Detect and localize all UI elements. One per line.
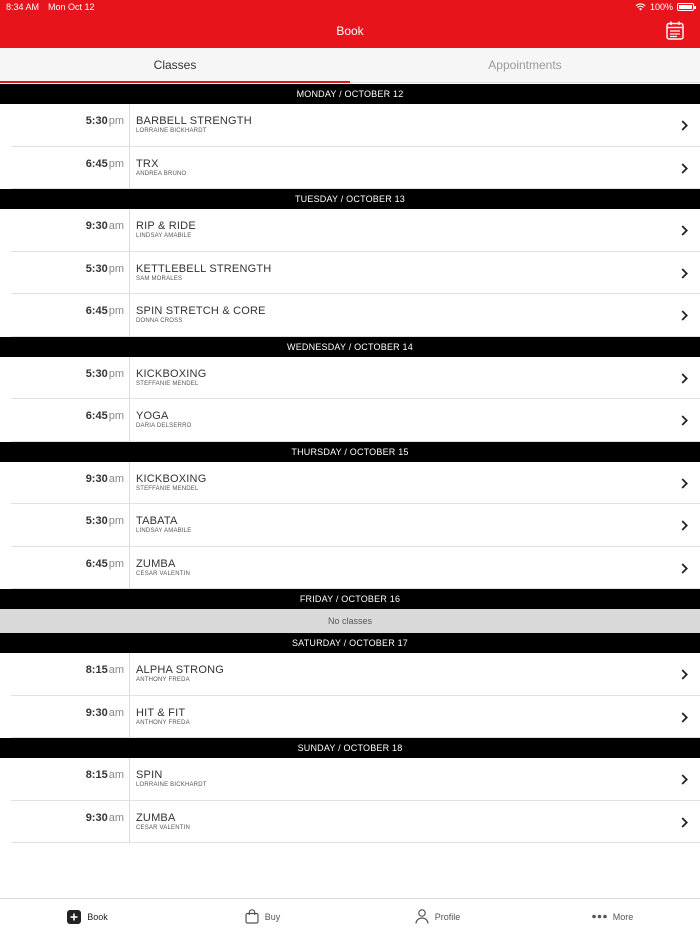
class-info bbox=[130, 252, 700, 295]
class-time bbox=[0, 147, 130, 190]
class-time-ampm: pm bbox=[108, 557, 124, 570]
day-header: THURSDAY / OCTOBER 15 bbox=[0, 442, 700, 462]
class-info bbox=[130, 801, 700, 844]
class-instructor: LORRAINE BICKHARDT bbox=[136, 782, 207, 788]
class-name: TABATA bbox=[136, 515, 178, 527]
class-time-value: 6:45 bbox=[85, 157, 108, 170]
class-time-ampm: pm bbox=[108, 410, 124, 422]
class-name: KICKBOXING bbox=[136, 367, 207, 380]
page-title: Book bbox=[336, 24, 364, 38]
class-time-ampm: am bbox=[108, 811, 124, 824]
class-instructor: LINDSAY AMABILE bbox=[136, 233, 192, 239]
class-row[interactable] bbox=[0, 147, 700, 190]
class-name: KICKBOXING bbox=[136, 472, 207, 485]
chevron-right-icon bbox=[681, 310, 688, 321]
class-name: SPIN bbox=[136, 769, 163, 781]
more-dots-icon bbox=[592, 914, 607, 919]
chevron-right-icon bbox=[681, 373, 688, 384]
class-time-ampm: am bbox=[108, 220, 124, 232]
nav-buy[interactable] bbox=[175, 899, 350, 934]
class-row[interactable] bbox=[0, 399, 700, 442]
class-info bbox=[130, 209, 700, 252]
class-name: ZUMBA bbox=[136, 557, 176, 570]
class-time-value: 6:45 bbox=[85, 305, 108, 317]
class-info bbox=[130, 547, 700, 590]
class-time-value: 5:30 bbox=[85, 367, 108, 380]
class-instructor: ANDREA BRUNO bbox=[136, 170, 187, 177]
chevron-right-icon bbox=[681, 120, 688, 131]
class-time-value: 6:45 bbox=[85, 410, 108, 422]
status-right bbox=[635, 2, 694, 12]
class-name: BARBELL STRENGTH bbox=[136, 115, 252, 127]
top-header bbox=[0, 14, 700, 48]
class-time bbox=[0, 696, 130, 739]
class-row[interactable] bbox=[0, 294, 700, 337]
nav-book-label: Book bbox=[87, 911, 108, 922]
person-icon bbox=[415, 909, 429, 924]
class-info bbox=[130, 504, 700, 547]
class-time-ampm: pm bbox=[108, 367, 124, 380]
no-classes-message: No classes bbox=[0, 609, 700, 633]
class-time-value: 6:45 bbox=[85, 557, 108, 570]
class-row[interactable] bbox=[0, 462, 700, 505]
class-time-value: 8:15 bbox=[85, 664, 108, 676]
nav-more[interactable] bbox=[525, 899, 700, 934]
class-info bbox=[130, 696, 700, 739]
class-name: TRX bbox=[136, 157, 159, 170]
tab-appointments[interactable]: Appointments bbox=[488, 58, 562, 72]
class-time bbox=[0, 504, 130, 547]
class-time bbox=[0, 547, 130, 590]
chevron-right-icon bbox=[681, 415, 688, 426]
chevron-right-icon bbox=[681, 817, 688, 828]
plus-square-icon bbox=[67, 910, 81, 924]
class-instructor: STEFFANIE MENDEL bbox=[136, 380, 199, 387]
class-info bbox=[130, 462, 700, 505]
calendar-icon[interactable] bbox=[666, 21, 684, 40]
day-header: TUESDAY / OCTOBER 13 bbox=[0, 189, 700, 209]
chevron-right-icon bbox=[681, 225, 688, 236]
class-name: ALPHA STRONG bbox=[136, 664, 224, 676]
chevron-right-icon bbox=[681, 478, 688, 489]
class-instructor: ANTHONY FREDA bbox=[136, 677, 190, 683]
class-instructor: ANTHONY FREDA bbox=[136, 719, 190, 726]
day-header: SUNDAY / OCTOBER 18 bbox=[0, 738, 700, 758]
class-time-value: 5:30 bbox=[85, 115, 108, 127]
class-instructor: DARIA DELSERRO bbox=[136, 423, 192, 429]
status-bar bbox=[0, 0, 700, 14]
shopping-bag-icon bbox=[245, 909, 259, 924]
wifi-icon bbox=[635, 3, 646, 11]
class-info bbox=[130, 357, 700, 400]
class-time bbox=[0, 357, 130, 400]
class-time-value: 9:30 bbox=[85, 811, 108, 824]
tab-bar bbox=[0, 48, 700, 83]
class-time-value: 8:15 bbox=[85, 769, 108, 781]
chevron-right-icon bbox=[681, 712, 688, 723]
class-schedule-list bbox=[0, 84, 700, 843]
class-row[interactable] bbox=[0, 104, 700, 147]
class-time-value: 5:30 bbox=[85, 262, 108, 275]
class-instructor: CESAR VALENTIN bbox=[136, 570, 191, 577]
class-row[interactable] bbox=[0, 547, 700, 590]
class-instructor: LINDSAY AMABILE bbox=[136, 528, 192, 534]
class-time bbox=[0, 801, 130, 844]
class-name: YOGA bbox=[136, 410, 169, 422]
class-time-ampm: pm bbox=[108, 157, 124, 170]
class-row[interactable] bbox=[0, 653, 700, 696]
chevron-right-icon bbox=[681, 163, 688, 174]
status-date: Mon Oct 12 bbox=[48, 2, 95, 12]
class-time-ampm: pm bbox=[108, 515, 124, 527]
chevron-right-icon bbox=[681, 669, 688, 680]
tab-classes[interactable]: Classes bbox=[0, 48, 350, 82]
class-time-ampm: am bbox=[108, 706, 124, 719]
status-time: 8:34 AM bbox=[6, 2, 40, 12]
class-row[interactable] bbox=[0, 504, 700, 547]
class-info bbox=[130, 399, 700, 442]
class-instructor: CESAR VALENTIN bbox=[136, 824, 191, 831]
day-header: MONDAY / OCTOBER 12 bbox=[0, 84, 700, 104]
class-name: ZUMBA bbox=[136, 811, 176, 824]
nav-profile[interactable] bbox=[350, 899, 525, 934]
bottom-nav bbox=[0, 898, 700, 934]
class-name: RIP & RIDE bbox=[136, 220, 196, 232]
battery-icon bbox=[677, 3, 694, 11]
class-instructor: LORRAINE BICKHARDT bbox=[136, 128, 207, 134]
class-time-ampm: pm bbox=[108, 305, 124, 317]
class-time bbox=[0, 294, 130, 337]
class-time bbox=[0, 209, 130, 252]
class-time bbox=[0, 758, 130, 801]
class-row[interactable] bbox=[0, 252, 700, 295]
battery-percent: 100% bbox=[649, 2, 673, 12]
nav-book[interactable] bbox=[0, 899, 175, 934]
class-info bbox=[130, 653, 700, 696]
class-row[interactable] bbox=[0, 758, 700, 801]
class-row[interactable] bbox=[0, 209, 700, 252]
class-time bbox=[0, 252, 130, 295]
day-header: WEDNESDAY / OCTOBER 14 bbox=[0, 337, 700, 357]
class-info bbox=[130, 294, 700, 337]
nav-more-label: More bbox=[612, 911, 634, 922]
class-name: KETTLEBELL STRENGTH bbox=[136, 262, 272, 275]
day-header: SATURDAY / OCTOBER 17 bbox=[0, 633, 700, 653]
nav-profile-label: Profile bbox=[434, 911, 461, 922]
chevron-right-icon bbox=[681, 268, 688, 279]
class-row[interactable] bbox=[0, 801, 700, 844]
nav-buy-label: Buy bbox=[264, 911, 281, 922]
class-time-value: 9:30 bbox=[85, 472, 108, 485]
class-time bbox=[0, 462, 130, 505]
chevron-right-icon bbox=[681, 520, 688, 531]
day-header: FRIDAY / OCTOBER 16 bbox=[0, 589, 700, 609]
class-time-value: 9:30 bbox=[85, 220, 108, 232]
class-time bbox=[0, 653, 130, 696]
class-name: SPIN STRETCH & CORE bbox=[136, 305, 266, 317]
class-instructor: DONNA CROSS bbox=[136, 318, 183, 324]
class-time-ampm: am bbox=[108, 664, 124, 676]
class-time bbox=[0, 104, 130, 147]
class-time-value: 9:30 bbox=[85, 706, 108, 719]
class-instructor: STEFFANIE MENDEL bbox=[136, 485, 199, 492]
class-time bbox=[0, 399, 130, 442]
class-instructor: SAM MORALES bbox=[136, 275, 183, 282]
class-time-ampm: am bbox=[108, 769, 124, 781]
class-info bbox=[130, 147, 700, 190]
class-row[interactable] bbox=[0, 696, 700, 739]
class-time-ampm: am bbox=[108, 472, 124, 485]
class-name: HIT & FIT bbox=[136, 706, 186, 719]
chevron-right-icon bbox=[681, 563, 688, 574]
class-row[interactable] bbox=[0, 357, 700, 400]
class-info bbox=[130, 104, 700, 147]
class-time-ampm: pm bbox=[108, 262, 124, 275]
class-info bbox=[130, 758, 700, 801]
chevron-right-icon bbox=[681, 774, 688, 785]
class-time-value: 5:30 bbox=[85, 515, 108, 527]
class-time-ampm: pm bbox=[108, 115, 124, 127]
